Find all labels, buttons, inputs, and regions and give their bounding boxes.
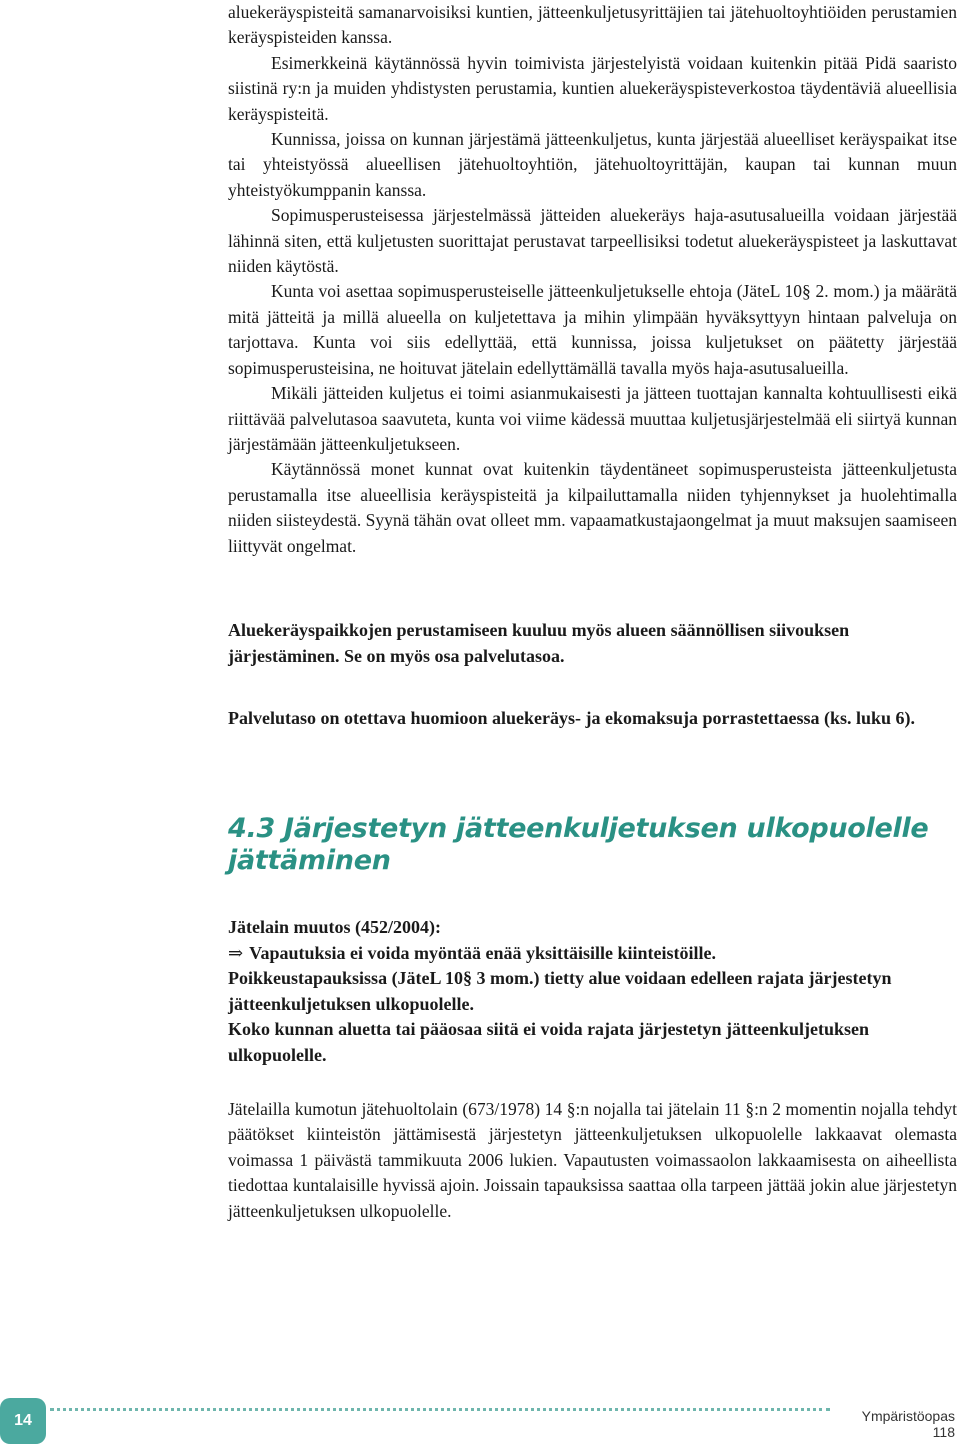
section-heading: 4.3 Järjestetyn jätteenkuljetuksen ulkopuolelle jättäminen xyxy=(228,813,929,876)
bold-note-text: Palvelutaso on otettava huomioon aluekeräys- ja ekomaksuja porrastettaessa (ks. luku 6). xyxy=(228,708,916,728)
bold-note-text: Aluekeräyspaikkojen perustamiseen kuuluu myös alueen säännöllisen siivouksen järjestäminen. Se on myös osa palvelutasoa. xyxy=(228,620,850,666)
law-change-title: Jätelain muutos (452/2004): xyxy=(228,917,441,937)
body-text-bottom xyxy=(228,1097,957,1224)
paragraph: Kunta voi asettaa sopimusperusteiselle jätteenkuljetukselle ehtoja (JäteL 10§ 2. mom.) ja määrätä mitä jätteitä ja millä alueella on kuljetettava ja mihin ylimpään hyväksyttyyn hintaan palveluja on tarjottava. Kunta voi siis edellyttää, että kunnissa, joissa kuljetukset on päätetty järjestää sopimusperusteisina, ne hoituvat jätelain edellyttämällä tavalla myös haja-asutusalueilla. xyxy=(228,281,957,378)
footer-publication: Ympäristöopas 118 xyxy=(861,1408,955,1440)
arrow-right-icon: ⇒ xyxy=(228,942,244,963)
body-text-top xyxy=(228,0,957,559)
paragraph: Mikäli jätteiden kuljetus ei toimi asianmukaisesti ja jätteen tuottajan kannalta kohtuullisesti eikä riittävää palvelutasoa saavuteta, kunta voi viime kädessä muuttaa kuljetusjärjestelmää eli siirtyä kunnan järjestämään jätteenkuljetukseen. xyxy=(228,383,957,454)
footer-dotted-rule xyxy=(50,1408,830,1411)
law-change-line-text: Vapautuksia ei voida myöntää enää yksittäisille kiinteistöille. xyxy=(249,942,716,963)
paragraph: Käytännössä monet kunnat ovat kuitenkin täydentäneet sopimusperusteista jätteenkuljetusta perustamalla itse alueellisia keräyspisteitä ja kilpailuttamalla niiden tyhjennykset ja huolehtimalla niiden siisteydestä. Syynä tähän ovat olleet mm. vapaamatkustajaongelmat ja muut maksujen saamiseen liittyvät ongelmat. xyxy=(228,459,957,556)
law-change-box xyxy=(228,915,957,1068)
paragraph: Jätelailla kumotun jätehuoltolain (673/1978) 14 §:n nojalla tai jätelain 11 §:n 2 momentin nojalla tehdyt päätökset kiinteistön jättämisestä järjestetyn jätteenkuljetuksen ulkopuolelle lakkaavat olemasta voimassa 1 päivästä tammikuuta 2006 lukien. Vapautusten voimassaolon lakkaamisesta on aiheellista tiedottaa kuntalaisille hyvissä ajoin. Joissain tapauksissa saattaa olla tarpeen jättää jokin alue järjestetyn jätteenkuljetuksen ulkopuolelle. xyxy=(228,1099,957,1221)
paragraph: Sopimusperusteisessa järjestelmässä jätteiden aluekeräys haja-asutusalueilla voidaan järjestää lähinnä siten, että kuljetusten suorittajat perustavat tarpeellisiksi todetut aluekeräyspisteet ja laskuttavat niiden käytöstä. xyxy=(228,205,957,277)
law-change-line: Koko kunnan aluetta tai pääosaa siitä ei voida rajata järjestetyn jätteenkuljetuksen ulkopuolelle. xyxy=(228,1019,870,1065)
law-change-line xyxy=(228,941,957,967)
bold-note xyxy=(228,617,957,669)
paragraph: Esimerkkeinä käytännössä hyvin toimivista järjestelyistä voidaan kuitenkin pitää Pidä saaristo siistinä ry:n ja muiden yhdistysten perustamia, kuntien aluekeräyspisteverkostoa täydentäviä alueellisia keräyspisteitä. xyxy=(228,52,957,124)
bold-note xyxy=(228,705,957,731)
law-change-line: Poikkeustapauksissa (JäteL 10§ 3 mom.) tietty alue voidaan edelleen rajata järjestetyn jätteenkuljetuksen ulkopuolelle. xyxy=(228,968,892,1014)
page-number-badge: 14 xyxy=(0,1398,46,1444)
paragraph: Kunnissa, joissa on kunnan järjestämä jätteenkuljetus, kunta järjestää alueelliset keräyspaikat itse tai yhteistyössä alueellisen jätehuoltoyhtiön, jätehuoltoyrittäjän, kaupan tai kunnan muun yhteistyökumppanin kanssa. xyxy=(228,129,957,200)
paragraph-continuation: aluekeräyspisteitä samanarvoisiksi kuntien, jätteenkuljetusyrittäjien tai jätehuoltoyhtiöiden perustamien keräyspisteiden kanssa. xyxy=(228,2,957,48)
